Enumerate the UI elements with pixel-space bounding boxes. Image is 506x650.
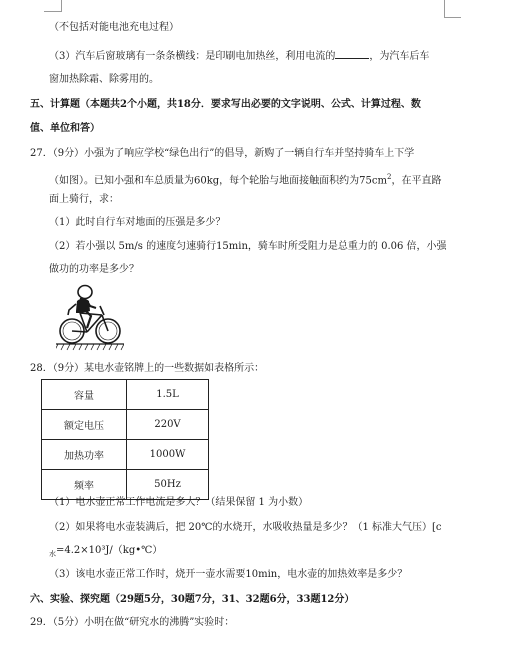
question-27-line-3: 面上骑行，求： — [49, 194, 119, 205]
table-cell-key: 加热功率 — [42, 440, 127, 470]
text-line-2 — [49, 48, 429, 64]
question-27-text-cont: ，在平直路 — [391, 175, 442, 187]
corner-mark-right-v — [444, 0, 445, 18]
superscript: 2 — [387, 173, 392, 181]
specific-heat-formula: =4.2×10³J/（kg•℃） — [56, 545, 163, 556]
question-28-part-2-cont — [49, 544, 162, 561]
table-row — [42, 470, 209, 500]
section-title-6: 六、实验、探究题（29题5分，30题7分，31、32题6分，33题12分） — [30, 594, 355, 605]
question-27-line-2 — [49, 170, 441, 188]
subscript-water: 水 — [49, 550, 56, 558]
text-line-1: （不包括对能电池充电过程） — [49, 22, 179, 33]
corner-mark-left-v — [61, 0, 62, 12]
table-cell-value: 1000W — [127, 440, 209, 470]
answer-blank — [335, 48, 369, 59]
question-27-part-2-cont: 做功的功率是多少？ — [49, 264, 139, 275]
cyclist-illustration — [56, 284, 124, 354]
question-29: 29．（5分）小明在做“研究水的沸腾”实验时： — [30, 617, 235, 628]
question-27-part-2: （2）若小强以 5m/s 的速度匀速骑行15min，骑车时所受阻力是总重力的 0.06 倍，小强 — [49, 241, 447, 252]
question-28-part-1: （1）电水壶正常工作电流是多大？（结果保留 1 为小数） — [49, 497, 309, 508]
kettle-spec-table — [41, 379, 209, 500]
corner-mark-right-h — [444, 17, 461, 18]
question-28-part-2: （2）如果将电水壶装满后，把 20℃的水烧开，水吸收热量是多少？（1 标准大气压）[c — [49, 522, 442, 533]
text-q3-cont: ，为汽车后车 — [369, 51, 430, 62]
table-row — [42, 380, 209, 410]
corner-mark-left-h — [44, 11, 61, 12]
section-title-5: 五、计算题（本题共2个小题，共18分．要求写出必要的文字说明、公式、计算过程、数 — [30, 99, 421, 110]
question-27-text: （如图）。已知小强和车总质量为60kg，每个轮胎与地面接触面积约为75cm — [49, 175, 387, 187]
table-cell-value: 220V — [127, 410, 209, 440]
table-cell-key: 容量 — [42, 380, 127, 410]
question-27: 27．（9分）小强为了响应学校“绿色出行”的倡导，新购了一辆自行车并坚持骑车上下学 — [30, 148, 415, 159]
table-row — [42, 440, 209, 470]
question-27-part-1: （1）此时自行车对地面的压强是多少？ — [49, 217, 226, 228]
question-28-part-3: （3）该电水壶正常工作时，烧开一壶水需要10min，电水壶的加热效率是多少？ — [49, 569, 408, 580]
text-line-3: 窗加热除霜、除雾用的。 — [49, 74, 159, 85]
text-q3: （3）汽车后窗玻璃有一条条横线：是印刷电加热丝，利用电流的 — [49, 51, 336, 62]
table-cell-value: 1.5L — [127, 380, 209, 410]
table-cell-value: 50Hz — [127, 470, 209, 500]
section-title-5-cont: 值、单位和答） — [30, 123, 100, 134]
table-row — [42, 410, 209, 440]
question-28: 28．（9分）某电水壶铭牌上的一些数据如表格所示： — [30, 363, 265, 374]
table-cell-key: 频率 — [42, 470, 127, 500]
table-cell-key: 额定电压 — [42, 410, 127, 440]
